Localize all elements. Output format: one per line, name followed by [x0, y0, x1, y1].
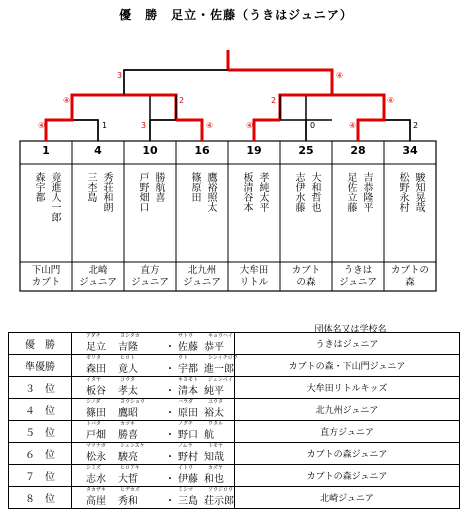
ruby-text: カツキ	[120, 421, 136, 427]
rank-cell: ６ 位	[9, 443, 72, 465]
player-name: 吉恭隆平	[361, 172, 372, 212]
ruby-text: イトウ	[178, 465, 194, 471]
ruby-text: ヒロアキ	[120, 465, 140, 471]
player-name: 駿知晃哉	[413, 172, 424, 212]
results-row	[9, 421, 460, 443]
pair-players	[124, 172, 176, 256]
player-surname: 板谷	[86, 386, 106, 397]
separator-dot: ・	[165, 386, 175, 397]
score-r2-m1-b: 2	[179, 96, 185, 105]
seed-number: 34	[402, 144, 418, 157]
player-surname: 松永	[86, 452, 106, 463]
club-name: カブトの 森	[390, 265, 429, 288]
score-r1-m1-b: 1	[102, 121, 108, 130]
ruby-text: ヨウショウ	[120, 399, 145, 405]
ruby-text: ユウタ	[208, 399, 223, 405]
player-surname: 高崖	[86, 496, 106, 507]
ruby-text: ジュンペイ	[208, 377, 233, 383]
ruby-text: ヒデカズ	[120, 487, 140, 493]
names-cell	[72, 421, 235, 443]
player-surname: 森田	[86, 364, 106, 375]
names-cell	[72, 399, 235, 421]
club-name: 直方 ジュニア	[131, 265, 169, 288]
names-cell	[72, 333, 235, 355]
club-name: うきは ジュニア	[339, 265, 377, 288]
player-surname: 佐藤	[178, 342, 198, 353]
ruby-text: イタヤ	[86, 377, 102, 383]
player-given-name: 純平	[204, 386, 224, 397]
player-given-name: 裕太	[204, 408, 224, 419]
ruby-text: キョウヘイ	[208, 333, 234, 339]
ruby-text: コウタ	[120, 377, 135, 383]
score-r2-m2-b: ④	[387, 96, 395, 105]
page-title: 優 勝 足立・佐藤（うきはジュニア）	[119, 8, 353, 22]
separator-dot: ・	[165, 342, 175, 353]
player-given-name: 大晢	[118, 474, 138, 485]
player-name: 森宇都	[33, 172, 44, 202]
group-cell: 北崎ジュニア	[235, 487, 460, 509]
seed-number: 4	[94, 144, 102, 157]
player-surname: 野村	[178, 452, 198, 463]
pair-players	[332, 172, 384, 256]
ruby-text: ミシマ	[178, 487, 194, 493]
player-given-name: 孝太	[118, 386, 138, 397]
pair-players	[176, 172, 228, 256]
names-cell	[72, 377, 235, 399]
score-r1-m4-a: ④	[349, 121, 357, 130]
rank-cell: 優 勝	[9, 333, 72, 355]
score-r1-m1-a: ④	[38, 121, 46, 130]
pair-players	[384, 172, 436, 256]
player-surname: 伊藤	[178, 474, 198, 485]
ruby-text: ワタル	[208, 421, 223, 427]
rank-cell: ８ 位	[9, 487, 72, 509]
player-surname: 三島	[178, 496, 198, 507]
names-cell	[72, 487, 235, 509]
ruby-text: ウト	[178, 355, 189, 361]
score-r1-m4-b: 2	[413, 121, 419, 130]
club-name: 北九州 ジュニア	[183, 265, 221, 288]
player-surname: 清本	[178, 386, 198, 397]
seed-number: 19	[246, 144, 262, 157]
player-name: 足佐立藤	[345, 172, 356, 212]
ruby-text: シュンスケ	[120, 443, 145, 449]
group-cell: 直方ジュニア	[235, 421, 460, 443]
results-row	[9, 377, 460, 399]
results-table	[8, 332, 460, 509]
pair-players	[20, 172, 72, 256]
player-name: 志伊水藤	[293, 172, 304, 212]
player-name: 勝航喜	[153, 172, 164, 202]
rank-cell: ４ 位	[9, 399, 72, 421]
club-name: 北崎 ジュニア	[79, 265, 117, 288]
group-cell: カブトの森ジュニア	[235, 443, 460, 465]
rank-cell: ７ 位	[9, 465, 72, 487]
score-final-b: ④	[336, 71, 344, 80]
score-r2-m2-a: 2	[271, 96, 277, 105]
ruby-text: ハラダ	[178, 399, 193, 405]
club-name: 大牟田 リトル	[239, 265, 269, 288]
group-cell: うきはジュニア	[235, 333, 460, 355]
separator-dot: ・	[165, 408, 175, 419]
player-surname: 志水	[86, 474, 106, 485]
player-given-name: 吉隆	[118, 342, 138, 353]
group-cell: カブトの森ジュニア	[235, 465, 460, 487]
names-cell	[72, 443, 235, 465]
player-name: 竟進人一郎	[49, 172, 60, 222]
ruby-text: アダチ	[86, 333, 101, 339]
seed-number: 16	[194, 144, 210, 157]
player-given-name: 航	[204, 430, 214, 441]
ruby-text: シミズ	[86, 465, 102, 471]
results-row	[9, 443, 460, 465]
player-given-name: 竟人	[118, 364, 138, 375]
ruby-text: マツナガ	[86, 443, 106, 449]
player-given-name: 知哉	[204, 452, 224, 463]
ruby-text: タカザキ	[86, 487, 107, 493]
separator-dot: ・	[165, 474, 175, 485]
ruby-text: モリタ	[86, 355, 102, 361]
player-given-name: 恭平	[204, 342, 224, 353]
ruby-text: ノグチ	[178, 421, 193, 427]
ruby-text: ノムラ	[178, 443, 193, 449]
results-row	[9, 355, 460, 377]
player-given-name: 秀和	[118, 496, 138, 507]
player-name: 孝純太平	[257, 172, 268, 212]
player-given-name: 和也	[204, 474, 224, 485]
club-name: カブト の森	[291, 265, 321, 288]
score-r1-m3-a: ④	[246, 121, 254, 130]
player-given-name: 荘示郎	[204, 496, 234, 507]
player-name: 鷹裕照太	[205, 172, 216, 212]
names-cell	[72, 355, 238, 377]
ruby-text: カズヤ	[208, 465, 223, 471]
ruby-text: シノダ	[86, 399, 101, 405]
seed-number: 25	[298, 144, 314, 157]
pair-players	[280, 172, 332, 256]
rank-cell: ３ 位	[9, 377, 72, 399]
player-name: 秀荘和朗	[101, 172, 112, 212]
player-name: 板清谷本	[241, 172, 252, 212]
player-surname: 宇都	[178, 364, 198, 375]
player-name: 松野永村	[397, 172, 408, 212]
score-r1-m2-a: 3	[141, 121, 147, 130]
ruby-text: シンイチロウ	[208, 355, 238, 361]
player-given-name: 駿亮	[118, 452, 138, 463]
score-final-a: 3	[117, 71, 123, 80]
player-surname: 野口	[178, 430, 198, 441]
group-cell: 大牟田リトルキッズ	[235, 377, 460, 399]
seed-number: 28	[350, 144, 366, 157]
player-surname: 篠田	[86, 408, 106, 419]
seed-number: 10	[142, 144, 158, 157]
seed-number: 1	[42, 144, 50, 157]
player-surname: 戸畑	[86, 430, 106, 441]
player-name: 篠原田	[189, 172, 200, 202]
player-name: 三杢島	[85, 172, 96, 202]
results-row	[9, 487, 460, 509]
separator-dot: ・	[165, 430, 175, 441]
ruby-text: ソウジロウ	[208, 487, 234, 493]
separator-dot: ・	[165, 364, 175, 375]
player-given-name: 進一郎	[204, 364, 234, 375]
player-name: 戸野畑口	[137, 172, 148, 212]
names-cell	[72, 465, 235, 487]
ruby-text: トバタ	[86, 421, 101, 427]
ruby-text: トモヤ	[208, 443, 224, 449]
results-row	[9, 333, 460, 355]
separator-dot: ・	[165, 496, 175, 507]
ruby-text: ヨシタカ	[120, 333, 140, 339]
score-r2-m1-a: ④	[63, 96, 71, 105]
player-given-name: 勝喜	[118, 430, 138, 441]
player-given-name: 鷹昭	[118, 408, 138, 419]
pair-players	[228, 172, 280, 256]
club-name: 下山門 カブト	[31, 265, 61, 288]
separator-dot: ・	[165, 452, 175, 463]
score-r1-m2-b: ④	[206, 121, 214, 130]
group-cell: 北九州ジュニア	[235, 399, 460, 421]
rank-cell: 準優勝	[9, 355, 72, 377]
player-name: 大和哲也	[309, 172, 320, 212]
ruby-text: キヨモト	[178, 377, 199, 383]
player-surname: 足立	[86, 342, 106, 353]
ruby-text: サトウ	[178, 333, 194, 339]
score-r1-m3-b: 0	[310, 121, 316, 130]
rank-cell: ５ 位	[9, 421, 72, 443]
results-row	[9, 399, 460, 421]
results-group-header: 団体名又は学校名	[314, 325, 387, 335]
results-row	[9, 465, 460, 487]
player-surname: 原田	[178, 408, 198, 419]
pair-players	[72, 172, 124, 256]
group-cell: カブトの森・下山門ジュニア	[235, 355, 460, 377]
ruby-text: ヒロト	[120, 355, 136, 361]
